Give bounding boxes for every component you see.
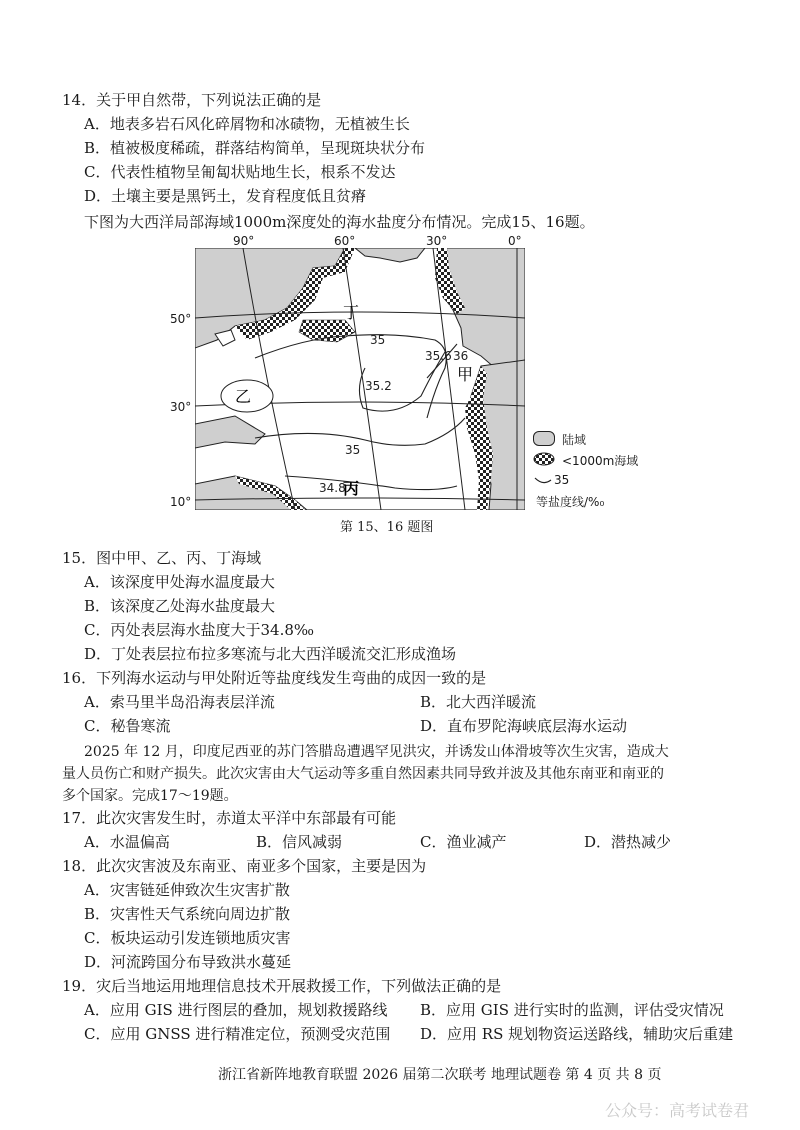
place-label-jia: 甲 xyxy=(457,365,474,384)
q15-option-d: D．丁处表层拉布拉多寒流与北大西洋暖流交汇形成渔场 xyxy=(84,645,457,663)
lat-label-30: 30° xyxy=(170,400,192,414)
isoline-label-35-2: 35.2 xyxy=(365,379,392,393)
legend-isoline-label: 等盐度线/%₀ xyxy=(536,495,605,509)
watermark: 公众号：高考试卷君 xyxy=(605,1101,750,1120)
q16-option-d: D．直布罗陀海峡底层海水运动 xyxy=(420,717,628,735)
q14-option-b: B．植被极度稀疏，群落结构简单，呈现斑块状分布 xyxy=(84,139,426,157)
isoline-label-35-north: 35 xyxy=(370,333,386,347)
intro-17-19-line-1: 2025 年 12 月，印度尼西亚的苏门答腊岛遭遇罕见洪灾，并诱发山体滑坡等次生灾害，造成大 xyxy=(84,744,669,760)
q14-option-c: C．代表性植物呈匍匐状贴地生长，根系不发达 xyxy=(84,163,396,181)
q14-option-a: A．地表多岩石风化碎屑物和冰碛物，无植被生长 xyxy=(84,115,410,133)
q14-stem: 14．关于甲自然带，下列说法正确的是 xyxy=(62,91,322,109)
q17-stem: 17．此次灾害发生时，赤道太平洋中东部最有可能 xyxy=(62,809,397,827)
q16-option-a: A．索马里半岛沿海表层洋流 xyxy=(84,693,275,711)
q16-option-b: B．北大西洋暖流 xyxy=(420,693,537,711)
q15-option-b: B．该深度乙处海水盐度最大 xyxy=(84,597,276,615)
isoline-label-34-8: 34.8 xyxy=(319,481,346,495)
intro-17-19-line-2: 量人员伤亡和财产损失。此次灾害由大气运动等多重自然因素共同导致并波及其他东南亚和南亚的 xyxy=(62,766,664,782)
q17-option-d: D．潜热减少 xyxy=(584,833,672,851)
legend-isoline-value: 35 xyxy=(554,473,570,487)
q15-stem: 15．图中甲、乙、丙、丁海域 xyxy=(62,549,262,567)
q17-option-b: B．信风减弱 xyxy=(256,833,343,851)
lon-label-90: 90° xyxy=(233,234,255,248)
place-label-yi: 乙 xyxy=(235,387,252,406)
isoline-label-36: 36 xyxy=(453,349,469,363)
q19-option-b: B．应用 GIS 进行实时的监测，评估受灾情况 xyxy=(420,1001,724,1019)
place-label-bing: 丙 xyxy=(343,479,360,498)
isoline-label-35-south: 35 xyxy=(345,443,361,457)
legend-land-swatch xyxy=(533,431,555,446)
q15-option-c: C．丙处表层海水盐度大于34.8‰ xyxy=(84,621,315,639)
lat-label-10: 10° xyxy=(170,495,192,509)
page-footer: 浙江省新阵地教育联盟 2026 届第二次联考 地理试题卷 第 4 页 共 8 页 xyxy=(218,1067,662,1083)
q18-stem: 18．此次灾害波及东南亚、南亚多个国家，主要是因为 xyxy=(62,857,427,875)
q16-stem: 16．下列海水运动与甲处附近等盐度线发生弯曲的成因一致的是 xyxy=(62,669,487,687)
lon-label-30: 30° xyxy=(426,234,448,248)
lon-label-0: 0° xyxy=(508,234,522,248)
q19-option-c: C．应用 GNSS 进行精准定位，预测受灾范围 xyxy=(84,1025,391,1043)
figure-caption: 第 15、16 题图 xyxy=(340,520,434,535)
place-label-ding: 丁 xyxy=(343,303,360,322)
salinity-map xyxy=(195,248,525,510)
q19-stem: 19．灾后当地运用地理信息技术开展救援工作，下列做法正确的是 xyxy=(62,977,502,995)
q17-option-c: C．渔业减产 xyxy=(420,833,507,851)
q14-option-d: D．土壤主要是黑钙土，发育程度低且贫瘠 xyxy=(84,187,367,205)
q16-option-c: C．秘鲁寒流 xyxy=(84,717,171,735)
q18-option-d: D．河流跨国分布导致洪水蔓延 xyxy=(84,953,292,971)
intro-15-16: 下图为大西洋局部海域1000m深度处的海水盐度分布情况。完成15、16题。 xyxy=(84,213,595,231)
q18-option-b: B．灾害性天气系统向周边扩散 xyxy=(84,905,291,923)
isoline-label-35-6: 35.6 xyxy=(425,349,452,363)
q19-option-a: A．应用 GIS 进行图层的叠加，规划救援路线 xyxy=(84,1001,388,1019)
q19-option-d: D．应用 RS 规划物资运送路线，辅助灾后重建 xyxy=(420,1025,734,1043)
q18-option-c: C．板块运动引发连锁地质灾害 xyxy=(84,929,291,947)
q17-option-a: A．水温偏高 xyxy=(84,833,170,851)
lon-label-60: 60° xyxy=(334,234,356,248)
lat-label-50: 50° xyxy=(170,312,192,326)
legend-shallow-label: <1000m海域 xyxy=(562,454,639,468)
q18-option-a: A．灾害链延伸致次生灾害扩散 xyxy=(84,881,290,899)
q15-option-a: A．该深度甲处海水温度最大 xyxy=(84,573,275,591)
legend-land-label: 陆域 xyxy=(562,433,587,447)
intro-17-19-line-3: 多个国家。完成17～19题。 xyxy=(62,788,238,804)
legend-shallow-swatch xyxy=(533,452,555,466)
